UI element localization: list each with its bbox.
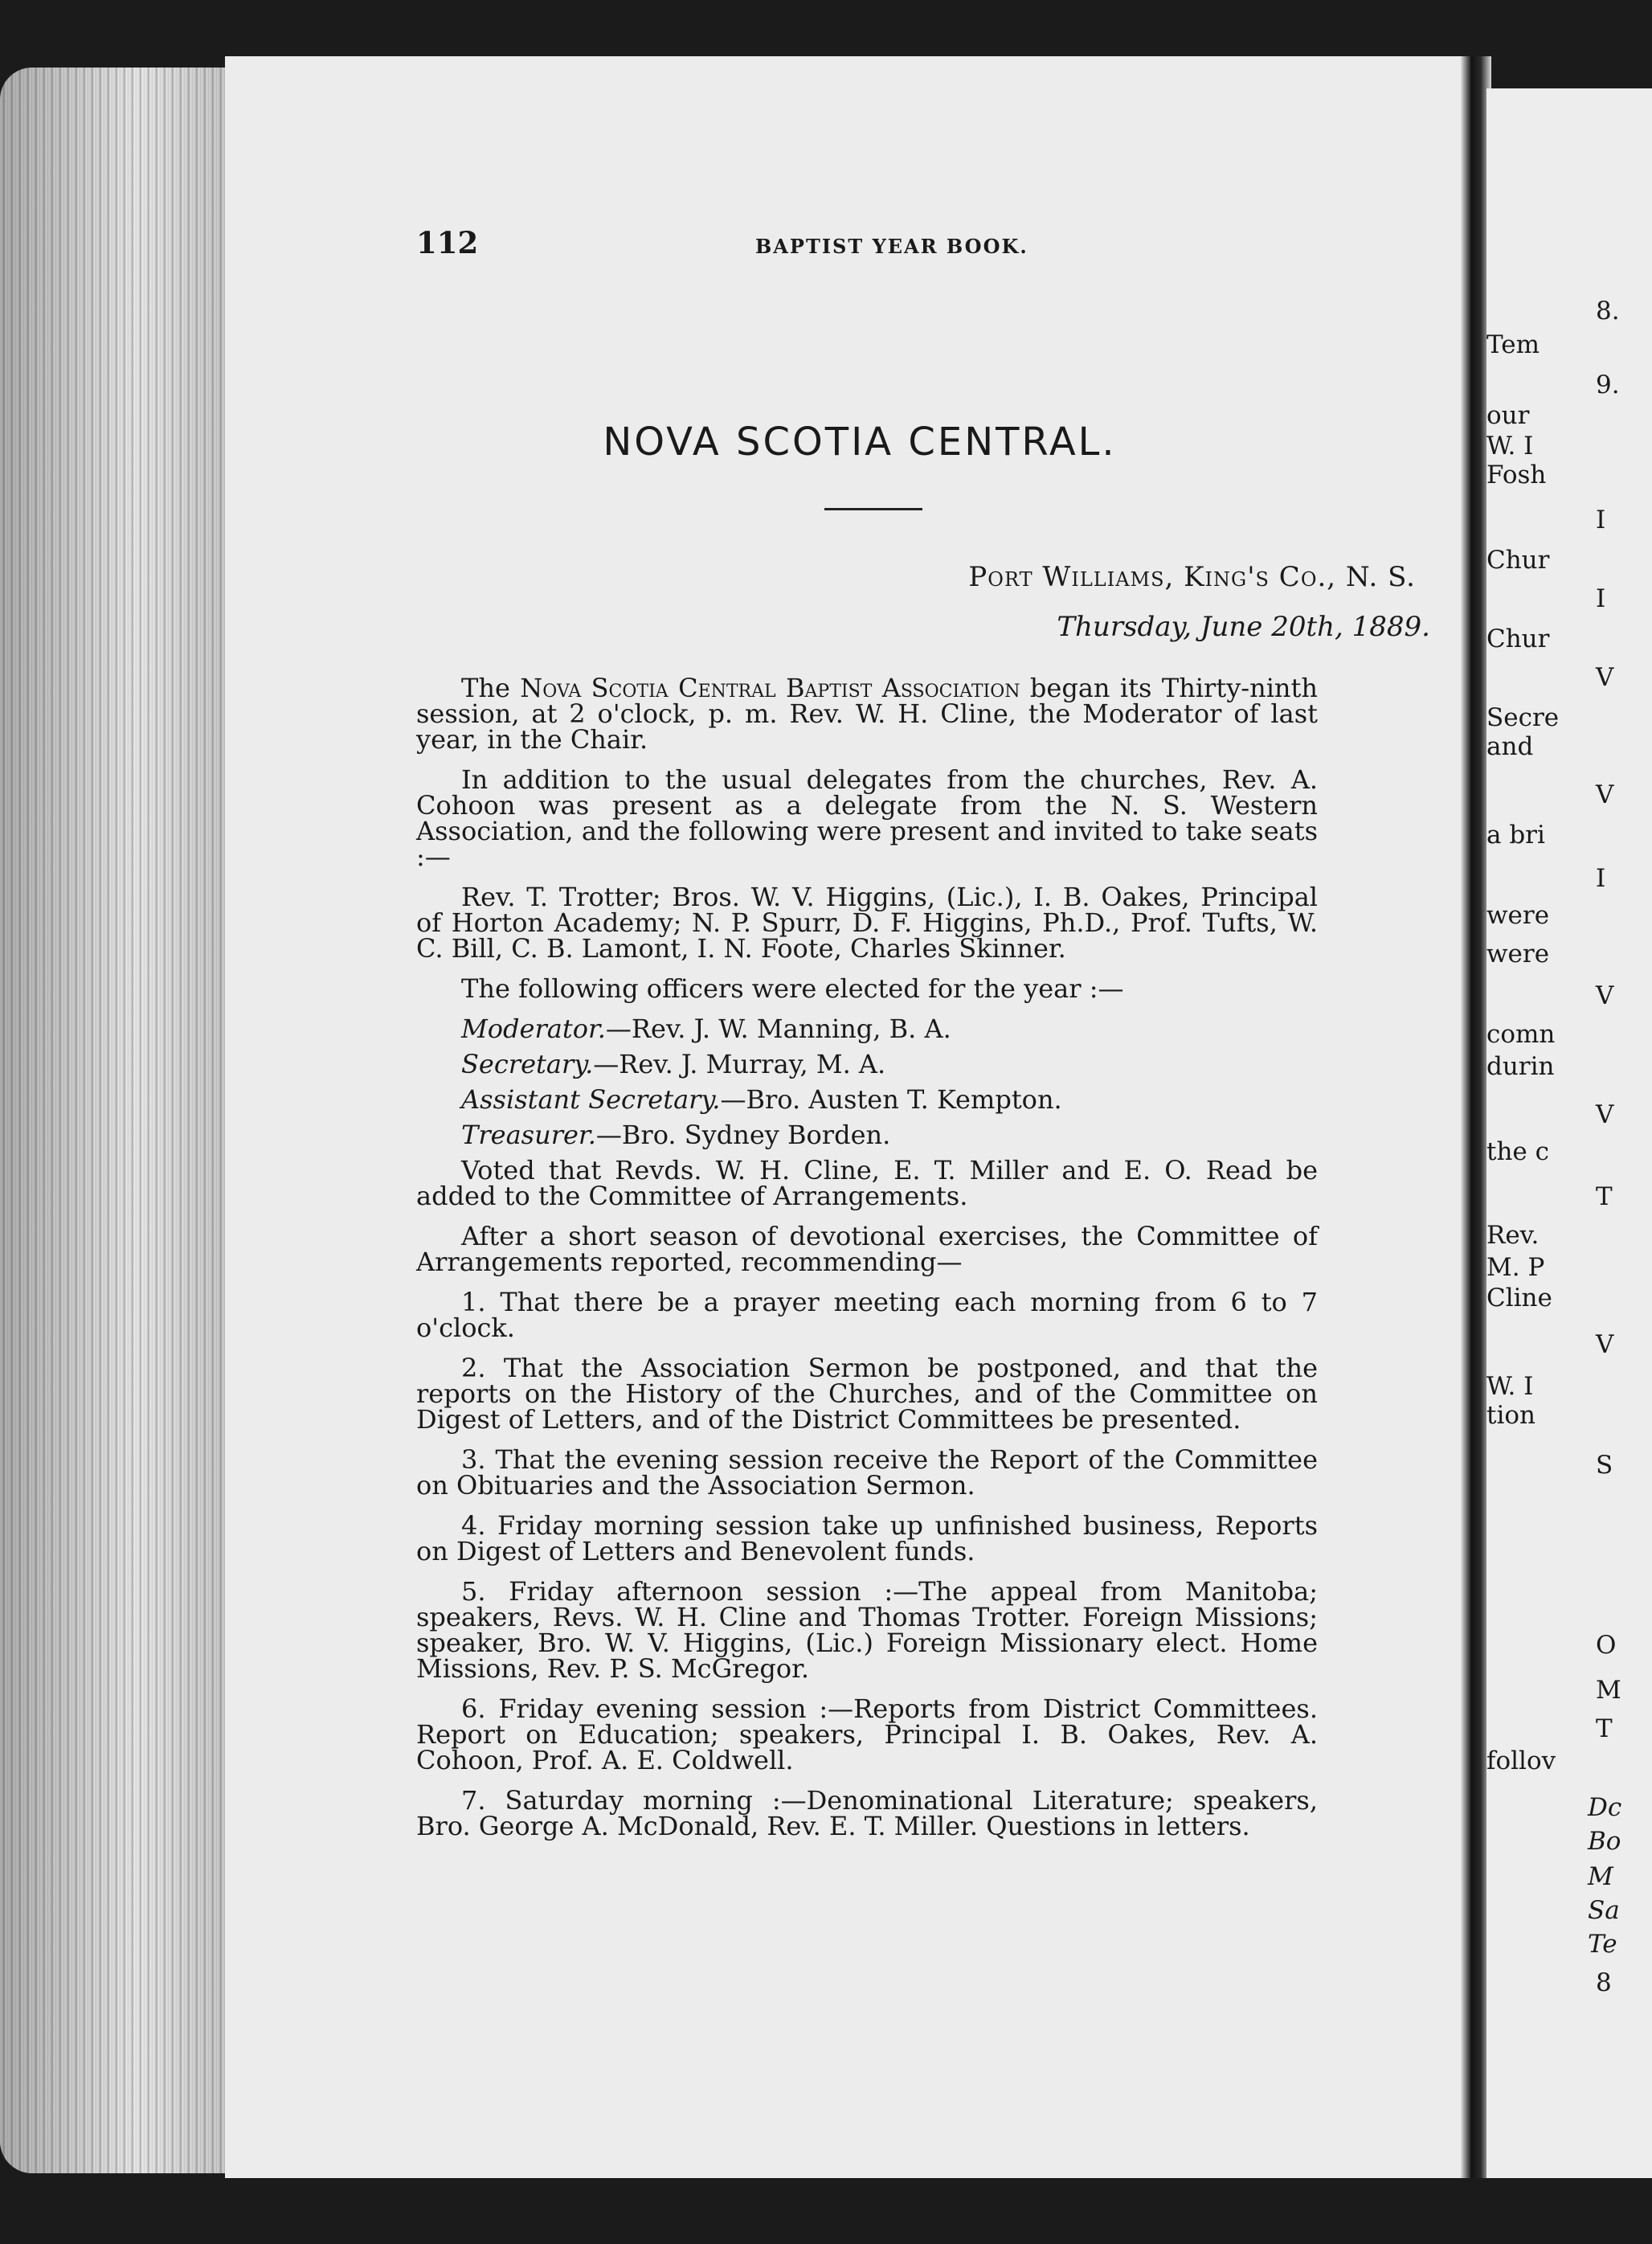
next-page-fragment: our: [1486, 401, 1530, 430]
paragraph-delegates: In addition to the usual delegates from the churches, Rev. A. Cohoon was present as a delegate from the N. S. Western Association, and the following were present and invited to take seats :—: [416, 764, 1318, 872]
officer-secretary: [416, 1051, 1318, 1077]
recommendation-item: 2. That the Association Sermon be postponed, and that the reports on the History of the Churches, and of the Committee on Digest of Letters, and of the District Committees be presented.: [416, 1353, 1318, 1435]
page-number: 112: [416, 225, 479, 260]
paragraph-officers-intro: The following officers were elected for the year :—: [461, 973, 1124, 1004]
next-page-fragment: M. P: [1486, 1253, 1545, 1282]
officer-title: Treasurer.: [461, 1120, 596, 1150]
body-text: [416, 675, 1318, 1853]
next-page-fragment: Te: [1588, 1930, 1617, 1959]
next-page-fragment: 8: [1596, 1968, 1612, 1997]
next-page-fragment: were: [1486, 940, 1550, 968]
next-page-fragment: Tem: [1486, 330, 1540, 359]
officer-assistant-secretary: [416, 1084, 1318, 1115]
association-name: Nova Scotia Central Baptist Association: [520, 673, 1020, 703]
officer-title: Moderator.: [461, 1013, 606, 1044]
officer-treasurer: [416, 1122, 1318, 1148]
next-page-fragment: 8.: [1596, 297, 1620, 326]
officer-name: —Rev. J. Murray, M. A.: [593, 1049, 886, 1079]
next-page-fragment: V: [1596, 981, 1614, 1010]
officer-moderator: [416, 1013, 1318, 1044]
title-rule: [824, 508, 922, 510]
next-page-fragment: T: [1596, 1182, 1613, 1211]
officer-title: Assistant Secretary.: [461, 1084, 721, 1115]
next-page-fragment: Dc: [1588, 1793, 1622, 1822]
next-page-fragment: V: [1596, 663, 1614, 692]
next-page-fragment: M: [1596, 1676, 1621, 1705]
paragraph-committee-report: After a short season of devotional exercises, the Committee of Arrangements reported, recommending—: [416, 1221, 1318, 1277]
paragraph-committee-vote: Voted that Revds. W. H. Cline, E. T. Miller and E. O. Read be added to the Committee of Arrangements.: [416, 1155, 1318, 1211]
next-page-fragment: a bri: [1486, 821, 1545, 850]
left-page: [225, 56, 1462, 2178]
page-edges-shadow: [0, 68, 233, 2173]
next-page-fragment: I: [1596, 506, 1606, 534]
next-page-fragment: 9.: [1596, 371, 1620, 399]
next-page-fragment: I: [1596, 584, 1606, 613]
next-page-fragment: were: [1486, 901, 1550, 930]
location-line: Port Williams, King's Co., N. S.: [968, 561, 1416, 593]
next-page-fragment: W. I: [1486, 432, 1534, 461]
next-page-fragment: Bo: [1588, 1827, 1621, 1856]
next-page-fragment: tion: [1486, 1401, 1536, 1430]
right-page-fragment: [1486, 88, 1652, 2178]
next-page-fragment: W. I: [1486, 1372, 1534, 1401]
next-page-fragment: Fosh: [1486, 461, 1547, 489]
next-page-fragment: V: [1596, 1330, 1614, 1359]
paragraph-opening-lead: The: [461, 673, 521, 703]
next-page-fragment: Chur: [1486, 624, 1550, 653]
officer-name: —Bro. Austen T. Kempton.: [720, 1084, 1062, 1115]
next-page-fragment: and: [1486, 732, 1534, 761]
officer-name: —Rev. J. W. Manning, B. A.: [605, 1013, 951, 1044]
next-page-fragment: Cline: [1486, 1284, 1552, 1312]
recommendation-item: 1. That there be a prayer meeting each morning from 6 to 7 o'clock.: [416, 1287, 1318, 1343]
officer-name: —Bro. Sydney Borden.: [595, 1120, 891, 1150]
officer-title: Secretary.: [461, 1049, 594, 1079]
next-page-fragment: the c: [1486, 1137, 1549, 1166]
next-page-fragment: V: [1596, 780, 1614, 809]
paragraph-opening: [416, 673, 1318, 755]
next-page-fragment: Chur: [1486, 546, 1550, 575]
next-page-fragment: S: [1596, 1451, 1613, 1480]
paragraph-opening-rest: began its Thirty-ninth session, at 2 o'clock, p. m. Rev. W. H. Cline, the Moderator of last year, in the Chair.: [416, 673, 1318, 755]
next-page-fragment: Secre: [1486, 703, 1560, 732]
next-page-fragment: comn: [1486, 1020, 1556, 1049]
running-title: BAPTIST YEAR BOOK.: [755, 235, 1028, 258]
next-page-fragment: V: [1596, 1100, 1614, 1129]
recommendation-item: 3. That the evening session receive the Report of the Committee on Obituaries and the Association Sermon.: [416, 1444, 1318, 1501]
next-page-fragment: O: [1596, 1631, 1617, 1660]
recommendation-item: 7. Saturday morning :—Denominational Literature; speakers, Bro. George A. McDonald, Rev. E. T. Miller. Questions in letters.: [416, 1785, 1318, 1841]
next-page-fragment: Rev.: [1486, 1221, 1540, 1250]
next-page-fragment: I: [1596, 864, 1606, 893]
section-title: NOVA SCOTIA CENTRAL.: [603, 420, 1117, 465]
next-page-fragment: durin: [1486, 1052, 1555, 1081]
recommendation-item: 5. Friday afternoon session :—The appeal from Manitoba; speakers, Revs. W. H. Cline and Thomas Trotter. Foreign Missions; speaker, Bro. W. V. Higgins, (Lic.) Foreign Missionary elect. Home Missions, Rev. P. S. McGregor.: [416, 1576, 1318, 1684]
next-page-fragment: follov: [1486, 1746, 1556, 1775]
date-line: Thursday, June 20th, 1889.: [1057, 611, 1430, 643]
recommendation-item: 4. Friday morning session take up unfinished business, Reports on Digest of Letters and Benevolent funds.: [416, 1510, 1318, 1566]
recommendation-item: 6. Friday evening session :—Reports from District Committees. Report on Education; speakers, Principal I. B. Oakes, Rev. A. Cohoon, Prof. A. E. Coldwell.: [416, 1693, 1318, 1775]
next-page-fragment: Sa: [1588, 1896, 1620, 1925]
next-page-fragment: T: [1596, 1714, 1613, 1743]
paragraph-visitors: Rev. T. Trotter; Bros. W. V. Higgins, (Lic.), I. B. Oakes, Principal of Horton Academy; N. P. Spurr, D. F. Higgins, Ph.D., Prof. Tufts, W. C. Bill, C. B. Lamont, I. N. Foote, Charles Skinner.: [416, 882, 1318, 964]
next-page-fragment: M: [1588, 1862, 1613, 1891]
